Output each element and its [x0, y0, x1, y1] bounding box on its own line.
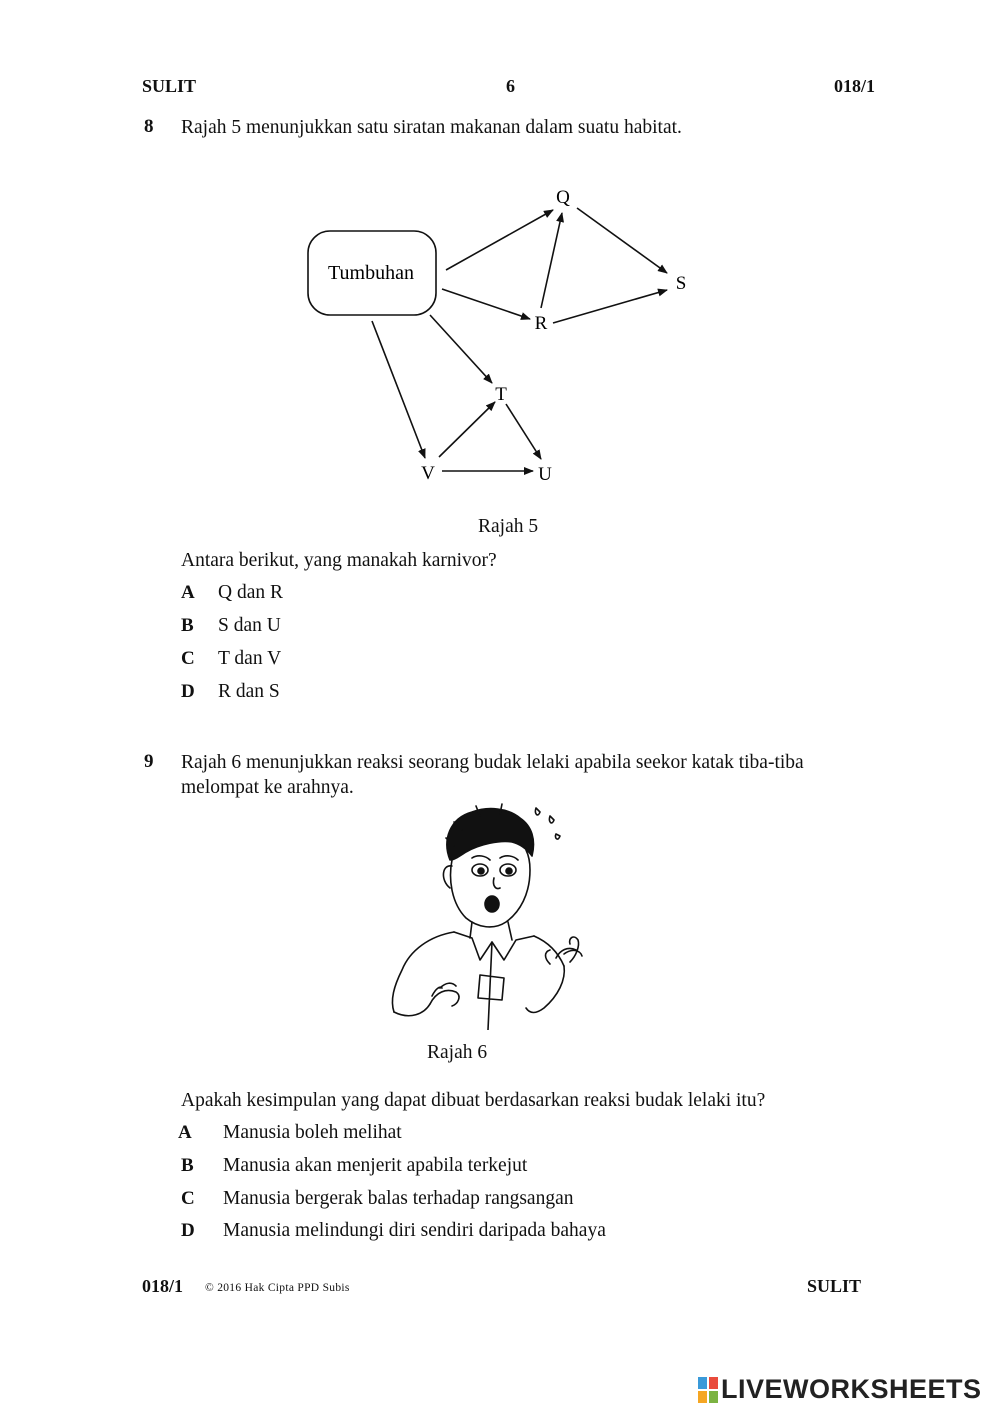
option-text: T dan V — [218, 648, 282, 669]
option-text: Manusia bergerak balas terhadap rangsangan — [223, 1188, 574, 1209]
header-sulit: SULIT — [142, 76, 197, 96]
page-number: 6 — [506, 76, 515, 96]
option-text: S dan U — [218, 615, 281, 636]
arrow-tumbuhan-v — [372, 321, 425, 458]
option-letter: C — [181, 648, 195, 669]
footer-paper-code: 018/1 — [142, 1276, 184, 1296]
arrow-q-s — [577, 208, 667, 273]
arrow-tumbuhan-r — [442, 289, 530, 319]
arrow-tumbuhan-t — [430, 315, 492, 383]
arrow-r-q — [541, 213, 562, 308]
arrow-r-s — [553, 290, 667, 323]
node-t: T — [495, 384, 507, 405]
option-letter: B — [181, 615, 194, 636]
option-text: Manusia boleh melihat — [223, 1122, 402, 1143]
option-text: Q dan R — [218, 582, 283, 603]
question-9-text-line1: Rajah 6 menunjukkan reaksi seorang budak lelaki apabila seekor katak tiba-tiba — [181, 752, 804, 773]
arrow-v-t — [439, 402, 495, 457]
startled-boy-illustration — [380, 800, 600, 1030]
question-9-text-line2: melompat ke arahnya. — [181, 777, 354, 798]
option-text: R dan S — [218, 681, 280, 702]
option-letter: B — [181, 1155, 194, 1176]
rajah-6-caption: Rajah 6 — [427, 1042, 488, 1063]
arrow-tumbuhan-q — [446, 210, 553, 270]
node-u: U — [538, 464, 552, 485]
question-8-prompt: Antara berikut, yang manakah karnivor? — [181, 550, 497, 571]
option-letter: D — [181, 681, 195, 702]
tumbuhan-label: Tumbuhan — [328, 262, 414, 284]
option-text: Manusia melindungi diri sendiri daripada bahaya — [223, 1220, 606, 1241]
footer-sulit: SULIT — [807, 1276, 862, 1296]
option-letter: C — [181, 1188, 195, 1209]
option-letter: A — [181, 582, 195, 603]
food-web-diagram — [0, 0, 1000, 520]
footer-copyright: © 2016 Hak Cipta PPD Subis — [205, 1282, 350, 1294]
option-letter: A — [178, 1122, 192, 1143]
option-letter: D — [181, 1220, 195, 1241]
node-s: S — [675, 273, 687, 294]
liveworksheets-wordmark[interactable]: LIVEWORKSHEETS — [721, 1374, 982, 1404]
rajah-5-caption: Rajah 5 — [478, 516, 539, 537]
question-9-number: 9 — [144, 751, 154, 772]
node-q: Q — [556, 187, 570, 208]
arrow-t-u — [506, 404, 541, 459]
node-r: R — [534, 313, 548, 334]
option-text: Manusia akan menjerit apabila terkejut — [223, 1155, 528, 1176]
liveworksheets-logo-icon — [698, 1377, 718, 1403]
question-8-text: Rajah 5 menunjukkan satu siratan makanan dalam suatu habitat. — [181, 117, 682, 138]
question-9-prompt: Apakah kesimpulan yang dapat dibuat berdasarkan reaksi budak lelaki itu? — [181, 1090, 766, 1111]
paper-code: 018/1 — [834, 76, 876, 96]
node-v: V — [421, 463, 435, 484]
question-8-number: 8 — [144, 116, 154, 137]
